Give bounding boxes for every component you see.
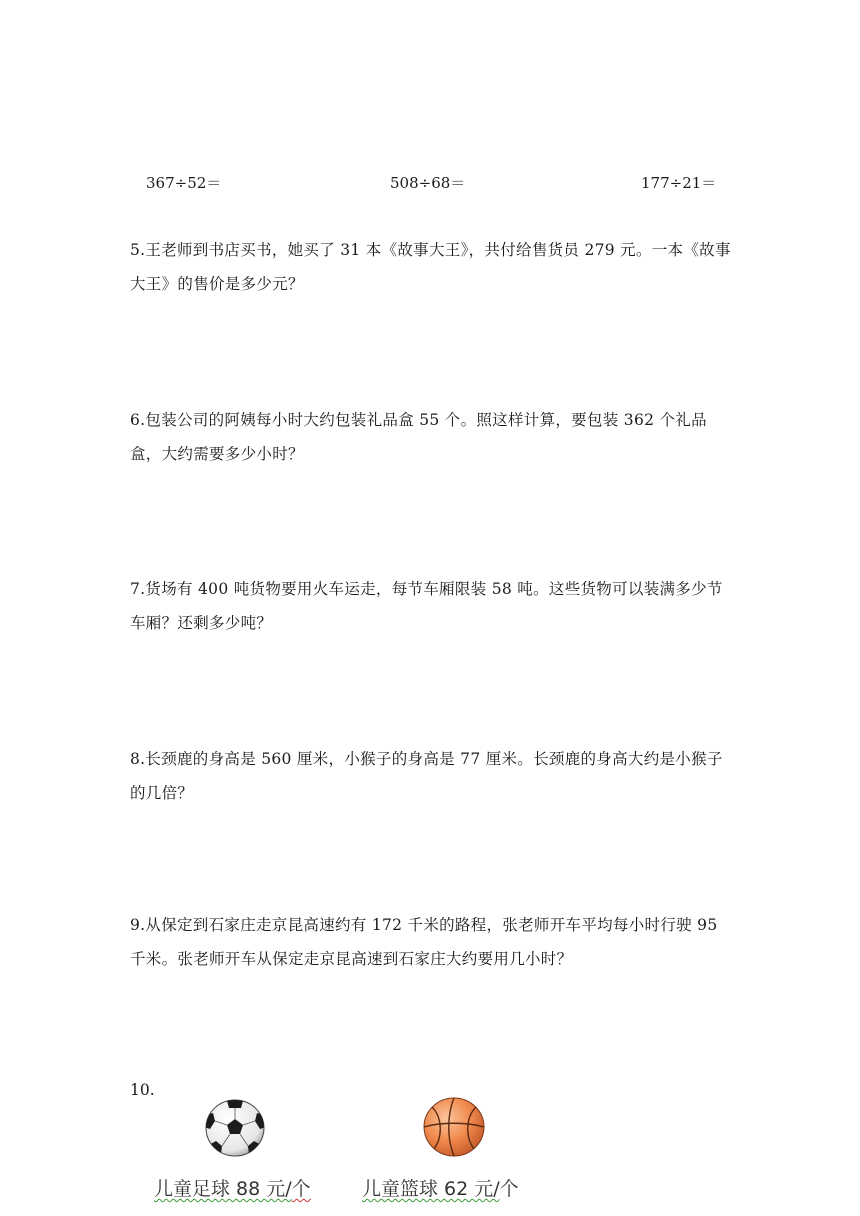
basketball-unit: 个: [499, 1178, 519, 1200]
soccer-ball-price-label: [154, 1174, 311, 1201]
question-5: 5.王老师到书店买书，她买了 31 本《故事大王》，共付给售货员 279 元。一本《故事大王》的售价是多少元？: [130, 241, 731, 293]
question-7: 7.货场有 400 吨货物要用火车运走，每节车厢限装 58 吨。这些货物可以装满多少节车厢？还剩多少吨？: [130, 580, 723, 632]
question-10-number: 10.: [130, 1081, 155, 1099]
equation-1: 367÷52＝: [146, 174, 222, 192]
soccer-ball-price-text: 儿童足球 88 元/: [154, 1178, 292, 1200]
basketball-icon: [423, 1097, 485, 1157]
question-9: 9.从保定到石家庄走京昆高速约有 172 千米的路程，张老师开车平均每小时行驶 95 千米。张老师开车从保定走京昆高速到石家庄大约要用几小时？: [130, 916, 718, 968]
basketball-price-label: [362, 1174, 519, 1201]
equation-2: 508÷68＝: [390, 174, 466, 192]
equation-3: 177÷21＝: [641, 174, 717, 192]
question-8: 8.长颈鹿的身高是 560 厘米，小猴子的身高是 77 厘米。长颈鹿的身高大约是小猴子的几倍？: [130, 750, 723, 802]
basketball-price-text: 儿童篮球 62 元/: [362, 1178, 500, 1200]
soccer-ball-unit: 个: [291, 1178, 311, 1200]
question-6: 6.包装公司的阿姨每小时大约包装礼品盒 55 个。照这样计算，要包装 362 个礼品盒，大约需要多少小时？: [130, 411, 707, 463]
soccer-ball-icon: [205, 1099, 265, 1157]
